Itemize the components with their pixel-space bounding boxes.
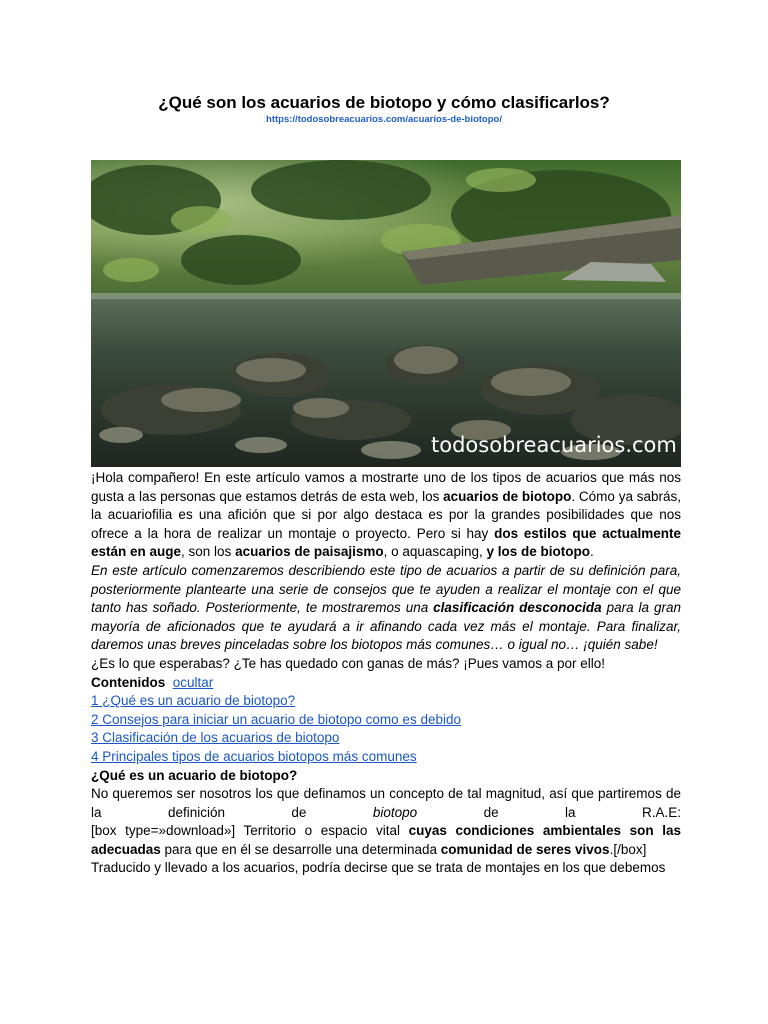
toc-link-4[interactable]: 4 Principales tipos de acuarios biotopos más comunes bbox=[91, 748, 417, 764]
section-paragraph-2: [box type=»download»] Territorio o espacio vital cuyas condiciones ambientales son las adecuadas para que en él se desarrolle una determinada comunidad de seres vivos.[/box] bbox=[91, 823, 681, 857]
toc-link-2[interactable]: 2 Consejos para iniciar un acuario de biotopo como es debido bbox=[91, 711, 461, 727]
section-paragraph-1: No queremos ser nosotros los que definamos un concepto de tal magnitud, así que partiremos de la definición de biotopo de la R.A.E: bbox=[91, 786, 681, 820]
article-body bbox=[91, 469, 681, 878]
intro-paragraph-1: ¡Hola compañero! En este artículo vamos a mostrarte uno de los tipos de acuarios que más nos gusta a las personas que estamos detrás de esta web, los acuarios de biotopo. Cómo ya sabrás, la acuariofilia es una afición que si por algo destaca es por la grandes posibilidades que nos ofrece a la hora de realizar un montaje o proyecto. Pero si hay dos estilos que actualmente están en auge, son los acuarios de paisajismo, o aquascaping, y los de biotopo. bbox=[91, 470, 681, 560]
page-title: ¿Qué son los acuarios de biotopo y cómo clasificarlos? bbox=[158, 93, 610, 112]
toc-item bbox=[91, 729, 681, 748]
source-url[interactable]: https://todosobreacuarios.com/acuarios-de-biotopo/ bbox=[266, 114, 502, 125]
toc-link-1[interactable]: 1 ¿Qué es un acuario de biotopo? bbox=[91, 693, 296, 709]
toc-link-3[interactable]: 3 Clasificación de los acuarios de biotopo bbox=[91, 730, 340, 746]
toc-header bbox=[91, 674, 681, 693]
hero-watermark: todosobreacuarios.com bbox=[431, 433, 677, 457]
section-paragraph-3: Traducido y llevado a los acuarios, podría decirse que se trata de montajes en los que debemos bbox=[91, 860, 666, 876]
intro-paragraph-3: ¿Es lo que esperabas? ¿Te has quedado con ganas de más? ¡Pues vamos a por ello! bbox=[91, 655, 606, 671]
section-heading: ¿Qué es un acuario de biotopo? bbox=[91, 767, 298, 783]
toc-item bbox=[91, 692, 681, 711]
hero-image bbox=[91, 160, 681, 467]
toc-toggle-link[interactable]: ocultar bbox=[172, 674, 214, 690]
intro-paragraph-2: En este artículo comenzaremos describiendo este tipo de acuarios a partir de su definición para, posteriormente plantearte una serie de consejos que te ayuden a realizar el montaje con el que tanto has soñado. Posteriormente, te mostraremos una clasificación desconocida para la gran mayoría de aficionados que te ayudará a ir afinando cada vez más el montaje. Para finalizar, daremos unas breves pinceladas sobre los biotopos más comunes… o igual no… ¡quién sabe! bbox=[91, 562, 681, 653]
toc-item bbox=[91, 711, 681, 730]
toc-item bbox=[91, 748, 681, 767]
toc-label: Contenidos bbox=[91, 674, 166, 690]
